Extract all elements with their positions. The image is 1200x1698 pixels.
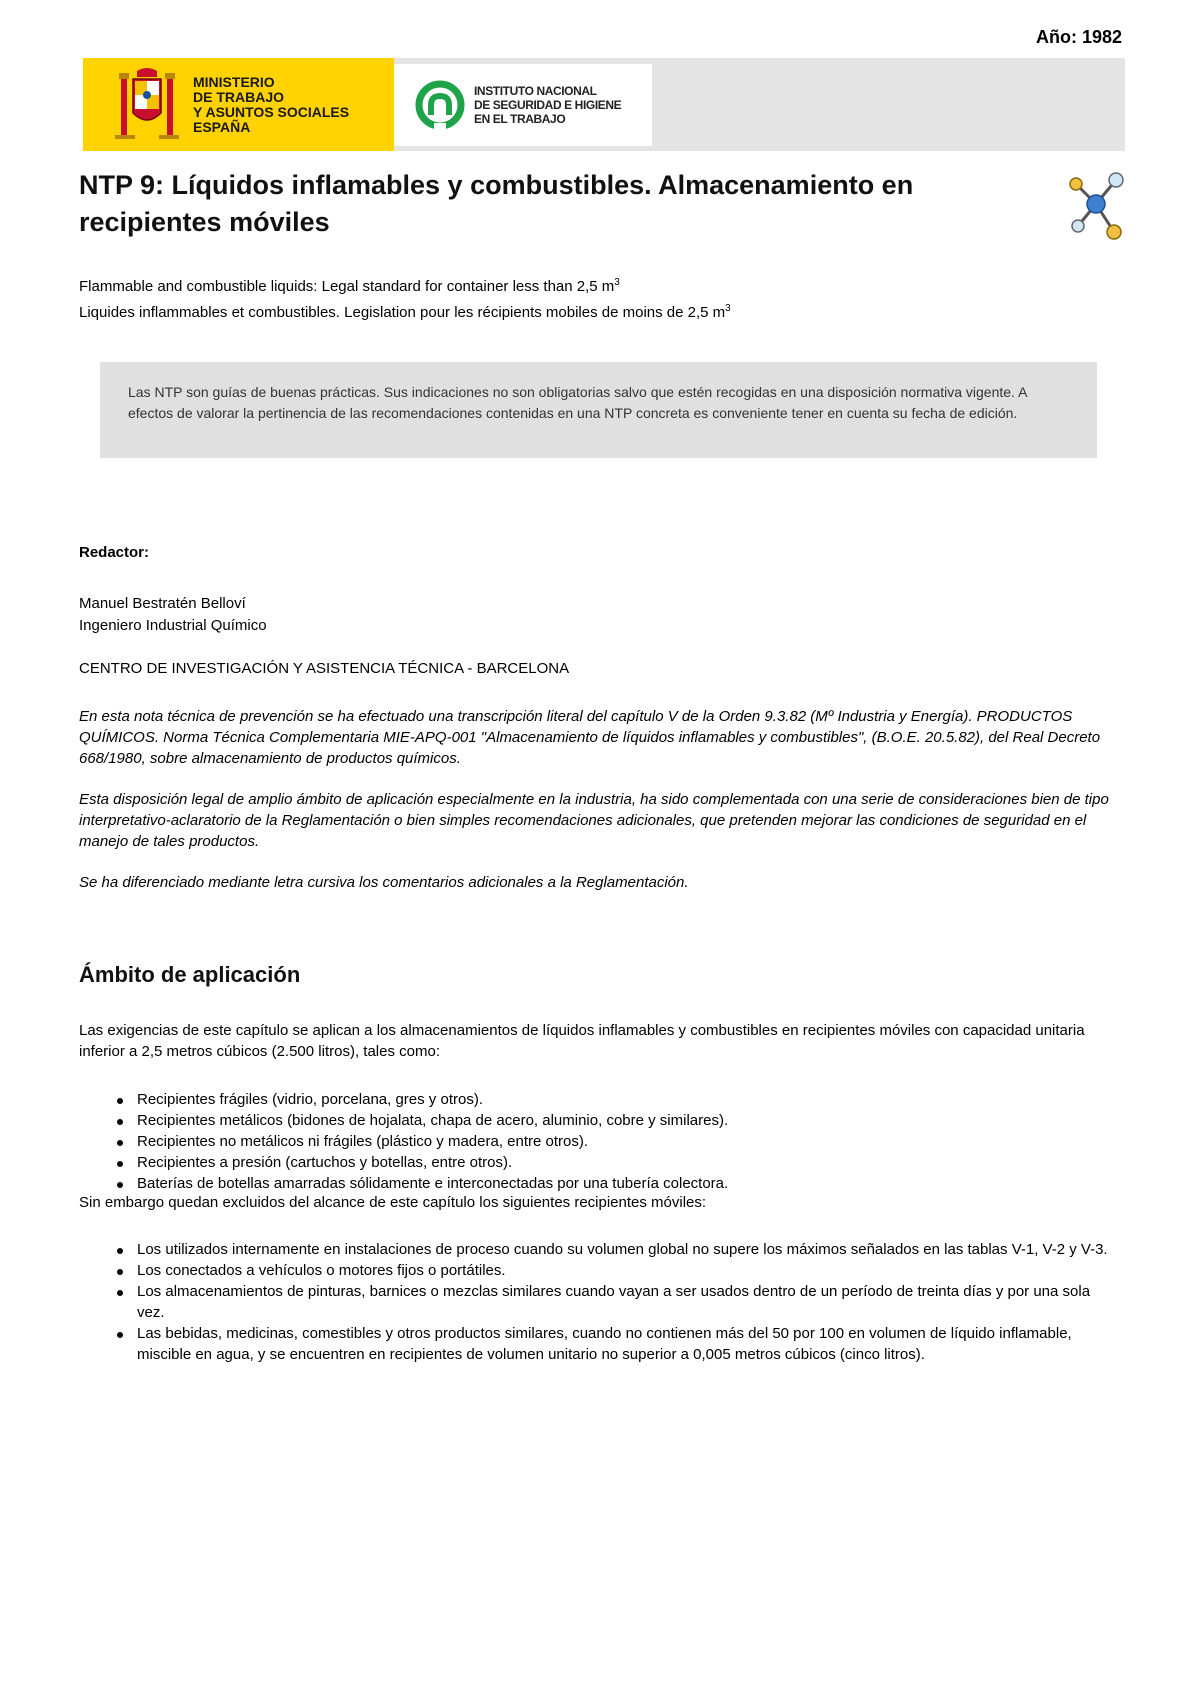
ministerio-logo[interactable] (83, 58, 394, 151)
page-title: NTP 9: Líquidos inflamables y combustibles. Almacenamiento en recipientes móviles (79, 170, 914, 237)
author-name: Manuel Bestratén Belloví (79, 595, 246, 612)
list-item (79, 1110, 1119, 1131)
year-label: Año: 1982 (1035, 27, 1122, 47)
list-item-text: Recipientes a presión (cartuchos y botellas, entre otros). (137, 1154, 513, 1171)
header-banner (83, 58, 1125, 151)
bullet-icon (117, 1248, 123, 1254)
insht-name (474, 84, 621, 126)
included-list (79, 1089, 1119, 1194)
bullet-icon (117, 1161, 123, 1167)
list-item-text: Recipientes metálicos (bidones de hojalata, chapa de acero, aluminio, cobre y similares). (137, 1112, 729, 1129)
author-block (79, 593, 267, 637)
insht-line: INSTITUTO NACIONAL (474, 84, 597, 98)
ministerio-line: ESPAÑA (193, 118, 251, 135)
list-item-text: Recipientes frágiles (vidrio, porcelana, gres y otros). (137, 1091, 483, 1108)
ministerio-line: DE TRABAJO (193, 88, 285, 105)
list-item-text: Baterías de botellas amarradas sólidamente e interconectadas por una tubería colectora. (137, 1175, 729, 1192)
coat-of-arms-icon (111, 65, 183, 145)
insht-ring-icon (414, 79, 466, 131)
author-role: Ingeniero Industrial Químico (79, 617, 267, 634)
list-item-text: Los conectados a vehículos o motores fijos o portátiles. (137, 1262, 506, 1279)
intro-paragraphs (79, 706, 1119, 913)
subtitle-en-text: Flammable and combustible liquids: Legal standard for container less than 2,5 m (79, 278, 615, 295)
excluded-list (79, 1239, 1119, 1365)
alt-language-titles (79, 272, 731, 324)
section-lead: Las exigencias de este capítulo se aplican a los almacenamientos de líquidos inflamables y combustibles en recipientes móviles con capacidad unitaria inferior a 2,5 metros cúbicos (2.500 litros), tales como: (79, 1022, 1085, 1060)
list-item (79, 1131, 1119, 1152)
ministerio-line: Y ASUNTOS SOCIALES (193, 103, 350, 120)
list-item (79, 1323, 1119, 1365)
redactor-label: Redactor: (79, 544, 150, 561)
unit-superscript: 3 (725, 303, 731, 314)
bullet-icon (117, 1332, 123, 1338)
intro-paragraph: Esta disposición legal de amplio ámbito de aplicación especialmente en la industria, ha sido complementada con una serie de consideraciones bien de tipo interpretativo-aclaratorio de la Reglamentación o bien simples recomendaciones adicionales, que pretenden mejorar las condiciones de seguridad en el manejo de tales productos. (79, 791, 1109, 850)
molecule-icon (1066, 168, 1128, 244)
subtitle-en (79, 272, 731, 298)
list-item (79, 1173, 1119, 1194)
section-body (79, 1020, 1119, 1365)
bullet-icon (117, 1119, 123, 1125)
section-heading: Ámbito de aplicación (79, 962, 301, 987)
insht-logo[interactable] (394, 64, 652, 146)
insht-line: EN EL TRABAJO (474, 112, 566, 126)
bullet-icon (117, 1098, 123, 1104)
bullet-icon (117, 1182, 123, 1188)
subtitle-fr (79, 298, 731, 324)
list-item (79, 1260, 1119, 1281)
list-item (79, 1239, 1119, 1260)
list-item-text: Los almacenamientos de pinturas, barnices o mezclas similares cuando vayan a ser usados dentro de un período de treinta días y por una sola vez. (137, 1283, 1091, 1321)
list-item (79, 1089, 1119, 1110)
list-item-text: Recipientes no metálicos ni frágiles (plástico y madera, entre otros). (137, 1133, 589, 1150)
list-item (79, 1281, 1119, 1323)
ministerio-line: MINISTERIO (193, 73, 275, 90)
center-name: CENTRO DE INVESTIGACIÓN Y ASISTENCIA TÉCNICA - BARCELONA (79, 660, 570, 677)
list-item-text: Las bebidas, medicinas, comestibles y otros productos similares, cuando no contienen más del 50 por 100 en volumen de líquido inflamable, miscible en agua, y se encuentren en recipientes de volumen unitario no superior a 0,005 metros cúbicos (cinco litros). (137, 1325, 1072, 1363)
intro-paragraph: En esta nota técnica de prevención se ha efectuado una transcripción literal del capítulo V de la Orden 9.3.82 (Mº Industria y Energía). PRODUCTOS QUÍMICOS. Norma Técnica Complementaria MIE-APQ-001 "Almacenamiento de líquidos inflamables y combustibles", (B.O.E. 20.5.82), del Real Decreto 668/1980, sobre almacenamiento de productos químicos. (79, 708, 1101, 767)
insht-line: DE SEGURIDAD E HIGIENE (474, 98, 622, 112)
bullet-icon (117, 1140, 123, 1146)
subtitle-fr-text: Liquides inflammables et combustibles. Legislation pour les récipients mobiles de moins de 2,5 m (79, 304, 726, 321)
list-item-text: Los utilizados internamente en instalaciones de proceso cuando su volumen global no supere los máximos señalados en las tablas V-1, V-2 y V-3. (137, 1241, 1108, 1258)
ministerio-name (193, 75, 349, 135)
bullet-icon (117, 1290, 123, 1296)
excluded-lead: Sin embargo quedan excluidos del alcance de este capítulo los siguientes recipientes móviles: (79, 1194, 707, 1211)
intro-paragraph: Se ha diferenciado mediante letra cursiva los comentarios adicionales a la Reglamentación. (79, 874, 689, 891)
disclaimer-box: Las NTP son guías de buenas prácticas. Sus indicaciones no son obligatorias salvo que estén recogidas en una disposición normativa vigente. A efectos de valorar la pertinencia de las recomendaciones contenidas en una NTP concreta es conveniente tener en cuenta su fecha de edición. (100, 362, 1097, 458)
unit-superscript: 3 (614, 277, 620, 288)
bullet-icon (117, 1269, 123, 1275)
list-item (79, 1152, 1119, 1173)
